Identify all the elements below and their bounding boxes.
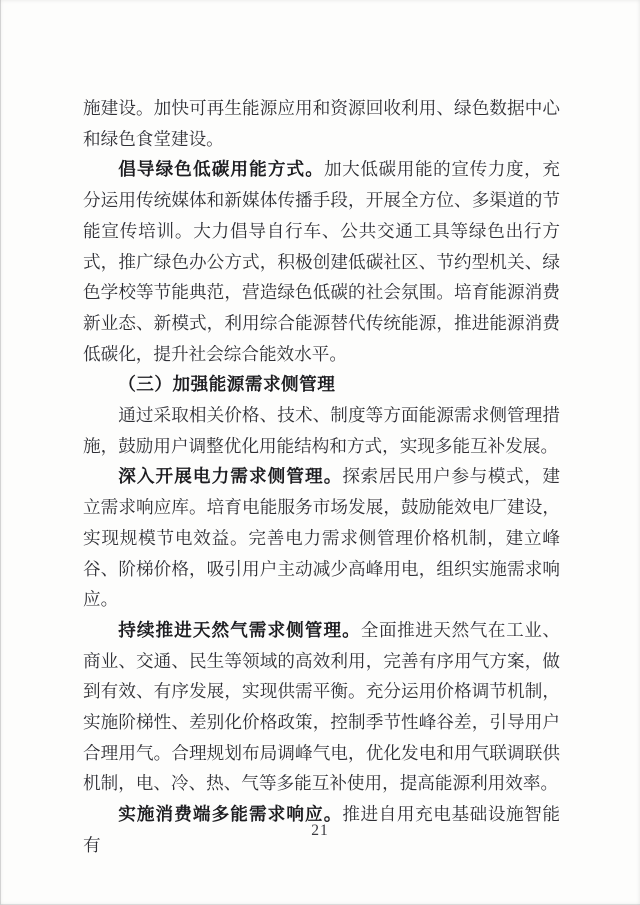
paragraph: [83, 461, 560, 615]
paragraph-text: 施建设。加快可再生能源应用和资源回收利用、绿色数据中心和绿色食堂建设。: [83, 98, 560, 149]
document-text-block: [83, 93, 560, 861]
paragraph-text: 探索居民用户参与模式，建立需求响应库。培育电能服务市场发展，鼓励能效电厂建设，实现规模节电效益。完善电力需求侧管理价格机制，建立峰谷、阶梯价格，吸引用户主动减少高峰用电，组织实施需求响应。: [83, 466, 560, 610]
paragraph: [83, 400, 560, 461]
paragraph-text: 推进自用充电基础设施智能有: [83, 804, 560, 855]
page-number: 21: [311, 822, 329, 839]
paragraph-text: 全面推进天然气在工业、商业、交通、民生等领域的高效利用，完善有序用气方案，做到有效、有序发展，实现供需平衡。充分运用价格调节机制，实施阶梯性、差别化价格政策，控制季节性峰谷差，引导用户合理用气。合理规划布局调峰气电，优化发电和用气联调联供机制，电、冷、热、气等多能互补使用，提高能源利用效率。: [83, 619, 560, 794]
paragraph: [83, 93, 560, 154]
paragraph: [83, 154, 560, 369]
paragraph-bold-lead: 实施消费端多能需求响应。: [118, 804, 343, 825]
paragraph-text: 加大低碳用能的宣传力度，充分运用传统媒体和新媒体传播手段，开展全方位、多渠道的节能宣传培训。大力倡导自行车、公共交通工具等绿色出行方式，推广绿色办公方式，积极创建低碳社区、节约型机关、绿色学校等节能典范，营造绿色低碳的社会氛围。培育能源消费新业态、新模式，利用综合能源替代传统能源，推进能源消费低碳化，提升社会综合能效水平。: [83, 159, 560, 364]
paragraph-text: 通过采取相关价格、技术、制度等方面能源需求侧管理措施，鼓励用户调整优化用能结构和方式，实现多能互补发展。: [83, 405, 560, 456]
paragraph: [83, 369, 560, 400]
paragraph-bold-lead: （三）加强能源需求侧管理: [118, 374, 336, 395]
paragraph-bold-lead: 深入开展电力需求侧管理。: [118, 466, 343, 487]
paragraph-bold-lead: 倡导绿色低碳用能方式。: [118, 159, 324, 180]
paragraph-bold-lead: 持续推进天然气需求侧管理。: [118, 619, 361, 640]
paragraph: [83, 615, 560, 799]
